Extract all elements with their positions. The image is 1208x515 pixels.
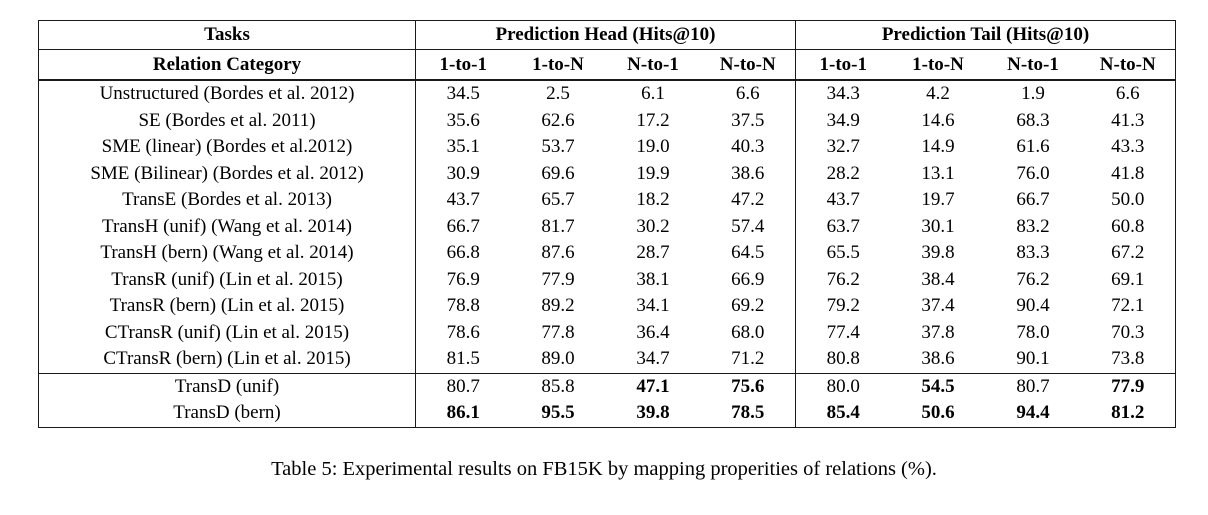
table-row (39, 400, 1176, 427)
cell-head-1-to-1: 76.9 (416, 267, 511, 294)
cell-head-n-to-n: 47.2 (731, 189, 765, 210)
table-row (39, 293, 1176, 320)
task-label: Unstructured (Bordes et al. 2012) (99, 83, 355, 104)
cell-head-1-to-n: 65.7 (541, 189, 575, 210)
cell-tail-n-to-1: 78.0 (1016, 321, 1050, 343)
cell-tail-1-to-1: 77.4 (796, 320, 891, 347)
cell-head-n-to-n: 68.0 (731, 321, 765, 343)
cell-head-1-to-n: 77.8 (541, 321, 575, 343)
cell-head-1-to-n: 85.8 (511, 373, 606, 400)
cell-tail-n-to-n: 69.1 (1111, 268, 1145, 290)
table-row (39, 80, 1176, 108)
cell-tail-1-to-n: 39.8 (921, 242, 955, 263)
table-row (39, 108, 1176, 135)
relation-category-header: Relation Category (39, 50, 416, 81)
cell-head-n-to-1: 6.1 (641, 83, 665, 104)
tail-col-1-to-1: 1-to-1 (796, 50, 891, 81)
cell-head-1-to-1: 81.5 (416, 346, 511, 373)
cell-tail-1-to-n: 4.2 (926, 83, 950, 104)
table-row (39, 134, 1176, 161)
table-row (39, 187, 1176, 214)
cell-tail-n-to-1: 66.7 (1016, 189, 1050, 210)
cell-head-n-to-n: 6.6 (735, 83, 760, 104)
cell-tail-1-to-1: 65.5 (796, 240, 891, 267)
head-col-n-to-1: N-to-1 (606, 50, 701, 81)
table-row (39, 214, 1176, 241)
cell-head-1-to-n: 87.6 (541, 242, 575, 263)
task-label: TransR (unif) (Lin et al. 2015) (111, 268, 343, 290)
cell-tail-1-to-n: 30.1 (921, 215, 955, 237)
table-row (39, 346, 1176, 373)
table-row (39, 240, 1176, 267)
cell-head-n-to-n: 40.3 (731, 136, 765, 157)
cell-tail-1-to-1: 80.8 (796, 346, 891, 373)
cell-head-n-to-1: 19.9 (636, 162, 670, 184)
head-col-1-to-n: 1-to-N (511, 50, 606, 81)
cell-tail-1-to-n: 38.6 (921, 348, 955, 369)
cell-head-1-to-1: 66.8 (416, 240, 511, 267)
cell-head-n-to-n: 66.9 (731, 268, 765, 290)
cell-head-1-to-n: 53.7 (541, 136, 575, 157)
cell-head-n-to-n: 71.2 (731, 348, 765, 369)
cell-head-n-to-1: 19.0 (636, 136, 670, 157)
cell-tail-n-to-1: 68.3 (1016, 109, 1050, 131)
cell-tail-n-to-1: 80.7 (986, 373, 1081, 400)
cell-tail-1-to-1: 34.3 (796, 80, 891, 108)
cell-tail-1-to-n: 13.1 (921, 162, 955, 184)
cell-tail-1-to-1: 80.0 (796, 373, 891, 400)
cell-tail-1-to-n: 54.5 (891, 373, 986, 400)
cell-tail-1-to-1: 34.9 (796, 108, 891, 135)
task-label: TransR (bern) (Lin et al. 2015) (109, 295, 345, 316)
cell-head-1-to-n: 2.5 (546, 83, 570, 104)
table-row (39, 373, 1176, 400)
table-row (39, 267, 1176, 294)
cell-tail-n-to-n: 81.2 (1111, 402, 1145, 423)
cell-head-1-to-1: 34.5 (416, 80, 511, 108)
cell-tail-n-to-n: 50.0 (1111, 189, 1145, 210)
cell-tail-n-to-1: 83.2 (1016, 215, 1050, 237)
cell-head-1-to-1: 78.8 (416, 293, 511, 320)
cell-head-1-to-n: 62.6 (541, 109, 575, 131)
cell-tail-1-to-n: 50.6 (921, 402, 955, 423)
cell-head-n-to-1: 30.2 (636, 215, 670, 237)
cell-tail-n-to-n: 77.9 (1081, 373, 1176, 400)
cell-tail-1-to-1: 32.7 (796, 134, 891, 161)
cell-head-1-to-1: 43.7 (416, 187, 511, 214)
cell-head-1-to-n: 89.0 (541, 348, 575, 369)
cell-head-n-to-1: 17.2 (636, 109, 670, 131)
cell-head-n-to-1: 28.7 (636, 242, 670, 263)
cell-tail-1-to-1: 85.4 (796, 400, 891, 427)
cell-head-1-to-n: 95.5 (541, 402, 575, 423)
cell-tail-n-to-n: 6.6 (1115, 83, 1140, 104)
cell-tail-1-to-1: 63.7 (796, 214, 891, 241)
cell-head-1-to-n: 89.2 (541, 295, 575, 316)
cell-head-n-to-1: 38.1 (636, 268, 670, 290)
cell-head-1-to-1: 30.9 (416, 161, 511, 188)
cell-tail-1-to-n: 14.6 (921, 109, 955, 131)
cell-tail-n-to-1: 76.2 (1016, 268, 1050, 290)
cell-tail-n-to-1: 90.1 (1016, 348, 1050, 369)
cell-head-n-to-n: 37.5 (731, 109, 765, 131)
cell-head-n-to-n: 78.5 (731, 402, 765, 423)
cell-head-n-to-1: 47.1 (606, 373, 701, 400)
task-label: SME (Bilinear) (Bordes et al. 2012) (90, 162, 364, 184)
cell-tail-n-to-n: 60.8 (1111, 215, 1145, 237)
cell-tail-n-to-n: 72.1 (1111, 295, 1145, 316)
cell-head-n-to-n: 75.6 (701, 373, 796, 400)
task-label: TransH (unif) (Wang et al. 2014) (102, 215, 352, 237)
cell-tail-1-to-n: 37.4 (921, 295, 955, 316)
cell-head-1-to-1: 66.7 (416, 214, 511, 241)
cell-tail-n-to-n: 41.3 (1111, 109, 1145, 131)
cell-tail-n-to-n: 41.8 (1111, 162, 1145, 184)
cell-tail-n-to-n: 70.3 (1111, 321, 1145, 343)
cell-head-1-to-1: 35.6 (416, 108, 511, 135)
cell-tail-1-to-1: 28.2 (796, 161, 891, 188)
prediction-tail-group-header: Prediction Tail (Hits@10) (796, 21, 1176, 50)
task-label: SME (linear) (Bordes et al.2012) (101, 136, 353, 157)
tail-col-n-to-n: N-to-N (1081, 50, 1176, 81)
cell-tail-1-to-1: 79.2 (796, 293, 891, 320)
cell-head-1-to-n: 77.9 (541, 268, 575, 290)
cell-tail-n-to-1: 94.4 (1016, 402, 1050, 423)
task-label: CTransR (bern) (Lin et al. 2015) (103, 348, 351, 369)
task-label: SE (Bordes et al. 2011) (138, 109, 316, 131)
cell-head-1-to-1: 80.7 (416, 373, 511, 400)
cell-tail-1-to-n: 37.8 (921, 321, 955, 343)
task-label: TransH (bern) (Wang et al. 2014) (100, 242, 354, 263)
cell-head-1-to-n: 81.7 (541, 215, 575, 237)
head-col-n-to-n: N-to-N (701, 50, 796, 81)
cell-tail-n-to-n: 73.8 (1111, 348, 1145, 369)
cell-tail-1-to-n: 38.4 (921, 268, 955, 290)
results-table (38, 20, 1176, 428)
prediction-head-group-header: Prediction Head (Hits@10) (416, 21, 796, 50)
group-header-row (39, 21, 1176, 50)
cell-tail-1-to-1: 43.7 (796, 187, 891, 214)
head-col-1-to-1: 1-to-1 (416, 50, 511, 81)
cell-head-n-to-1: 34.1 (636, 295, 670, 316)
task-label: TransE (Bordes et al. 2013) (122, 189, 332, 210)
cell-head-n-to-1: 36.4 (636, 321, 670, 343)
cell-tail-n-to-1: 76.0 (1016, 162, 1050, 184)
cell-tail-n-to-n: 43.3 (1111, 136, 1145, 157)
table-row (39, 320, 1176, 347)
subheader-row (39, 50, 1176, 81)
cell-head-n-to-n: 38.6 (731, 162, 765, 184)
task-label: TransD (unif) (39, 373, 416, 400)
cell-head-n-to-1: 18.2 (636, 189, 670, 210)
cell-head-1-to-1: 35.1 (416, 134, 511, 161)
cell-tail-1-to-n: 14.9 (921, 136, 955, 157)
cell-head-1-to-n: 69.6 (541, 162, 575, 184)
cell-head-n-to-n: 69.2 (731, 295, 765, 316)
table-caption: Table 5: Experimental results on FB15K by mapping properities of relations (%). (271, 458, 937, 480)
cell-tail-n-to-n: 67.2 (1111, 242, 1145, 263)
cell-head-1-to-1: 86.1 (416, 400, 511, 427)
task-label: CTransR (unif) (Lin et al. 2015) (104, 321, 350, 343)
cell-head-n-to-1: 34.7 (636, 348, 670, 369)
tail-col-n-to-1: N-to-1 (986, 50, 1081, 81)
task-label: TransD (bern) (173, 402, 281, 423)
tail-col-1-to-n: 1-to-N (891, 50, 986, 81)
cell-head-n-to-n: 64.5 (731, 242, 765, 263)
tasks-header: Tasks (39, 21, 416, 50)
cell-head-1-to-1: 78.6 (416, 320, 511, 347)
cell-tail-n-to-1: 61.6 (1016, 136, 1050, 157)
cell-tail-n-to-1: 83.3 (1016, 242, 1050, 263)
cell-tail-n-to-1: 1.9 (1021, 83, 1045, 104)
table-row (39, 161, 1176, 188)
cell-tail-1-to-n: 19.7 (921, 189, 955, 210)
cell-head-n-to-1: 39.8 (636, 402, 670, 423)
cell-tail-n-to-1: 90.4 (1016, 295, 1050, 316)
cell-tail-1-to-1: 76.2 (796, 267, 891, 294)
cell-head-n-to-n: 57.4 (731, 215, 765, 237)
